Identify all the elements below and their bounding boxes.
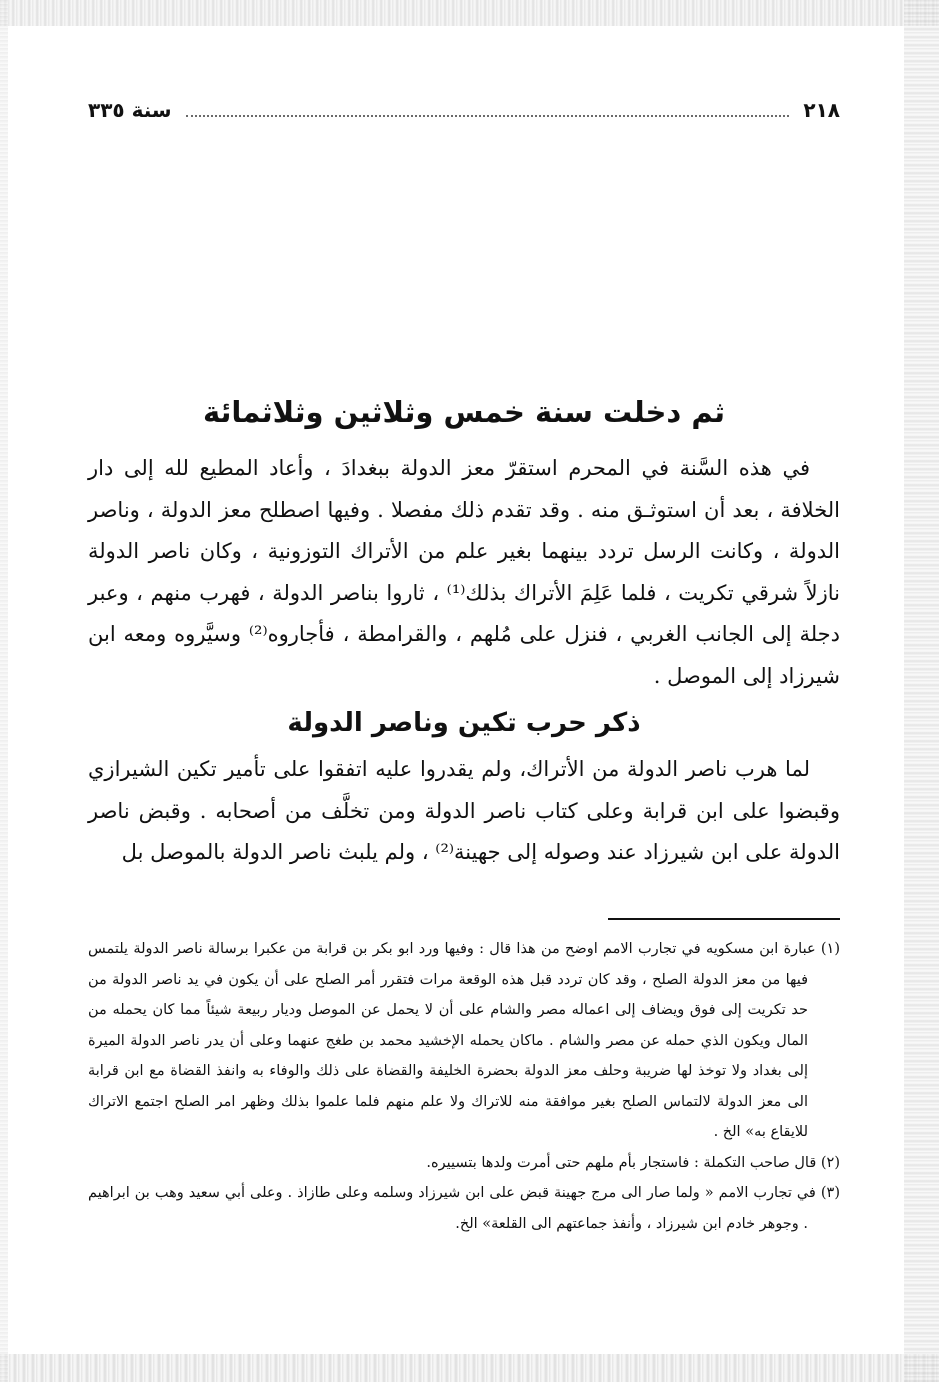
year-label: سنة ٣٣٥ bbox=[88, 98, 172, 122]
scan-edge-bottom bbox=[0, 1354, 939, 1382]
header-dotted-leader bbox=[186, 115, 790, 117]
footnote-1: (١) عبارة ابن مسكويه في تجارب الامم اوضح من هذا قال : وفيها ورد ابو بكر بن قرابة من عكبرا برسالة ناصر الدولة يلتمس فيها من معز الدولة الصلح ، وقد كان تردد قبل هذه الوقعة مرات فتقرر أمر الصلح على أن يكون في يد ناصر الدولة من حد تكريت إلى فوق ويضاف إلى اعماله مصر والشام على أن لا يحمل عن الموصل وديار ربيعة شيئاً مما كان يحمله من المال ويكون الذي حمله عن مصر والشام . ماكان يحمله الإخشيد محمد بن طغج عنهما وعلى أن يدر ناصر الدولة الميرة إلى بغداد ولا توخذ لها ضريبة وحلف معز الدولة بحضرة الخليفة والقضاة على ذلك والوفاء به وانفذ القضاة مع ابن قرابة الى معز الدولة لالتماس الصلح بغير موافقة منه للاتراك ولا علم منهم فلما علموا بذلك وظهر امر الصلح اجتمع الاتراك للايقاع به» الخ . bbox=[88, 941, 840, 1140]
footnotes bbox=[88, 934, 840, 1239]
page-number: ٢١٨ bbox=[803, 98, 840, 122]
running-header bbox=[88, 94, 840, 126]
footnote-divider bbox=[608, 918, 840, 920]
scan-edge-left bbox=[0, 0, 8, 1382]
main-text bbox=[88, 448, 840, 874]
footnote-2: (٢) قال صاحب التكملة : فاستجار بأم ملهم حتى أمرت ولدها بتسييره. bbox=[426, 1154, 840, 1171]
scan-edge-right bbox=[904, 0, 939, 1382]
section-title: ذكر حرب تكين وناصر الدولة bbox=[287, 708, 641, 738]
chapter-title: ثم دخلت سنة خمس وثلاثين وثلاثمائة bbox=[202, 395, 726, 429]
book-page bbox=[88, 0, 840, 1354]
section-paragraph: لما هرب ناصر الدولة من الأتراك، ولم يقدروا عليه اتفقوا على تأمير تكين الشيرازي وقبضوا على ابن قرابة وعلى كتاب ناصر الدولة ومن تخلَّف من أصحابه . وقبض ناصر الدولة على ابن شيرزاد عند وصوله إلى جهينة⁽²⁾ ، ولم يلبث ناصر الدولة بالموصل بل bbox=[88, 757, 840, 864]
footnote-3: (٣) في تجارب الامم « ولما صار الى مرج جهينة قبض على ابن شيرزاد وسلمه وعلى طازاذ . وعلى أبي سعيد وهب بن ابراهيم . وجوهر خادم ابن شيرزاد ، وأنفذ جماعتهم الى القلعة» الخ. bbox=[88, 1185, 840, 1232]
paragraph: في هذه السَّنة في المحرم استقرّ معز الدولة ببغدادَ ، وأعاد المطيع لله إلى دار الخلافة ، بعد أن استوثـق منه . وقد تقدم ذلك مفصلا . وفيها اصطلح معز الدولة ، وناصر الدولة ، وكانت الرسل تردد بينهما بغير علم من الأتراك التوزونية ، وكان ناصر الدولة نازلاً شرقي تكريت ، فلما عَلِمَ الأتراك بذلك⁽¹⁾ ، ثاروا بناصر الدولة ، فهرب منهم ، وعبر دجلة إلى الجانب الغربي ، فنزل على مُلهم ، والقرامطة ، فأجاروه⁽²⁾ وسيَّروه ومعه ابن شيرزاد إلى الموصل . bbox=[88, 456, 841, 688]
